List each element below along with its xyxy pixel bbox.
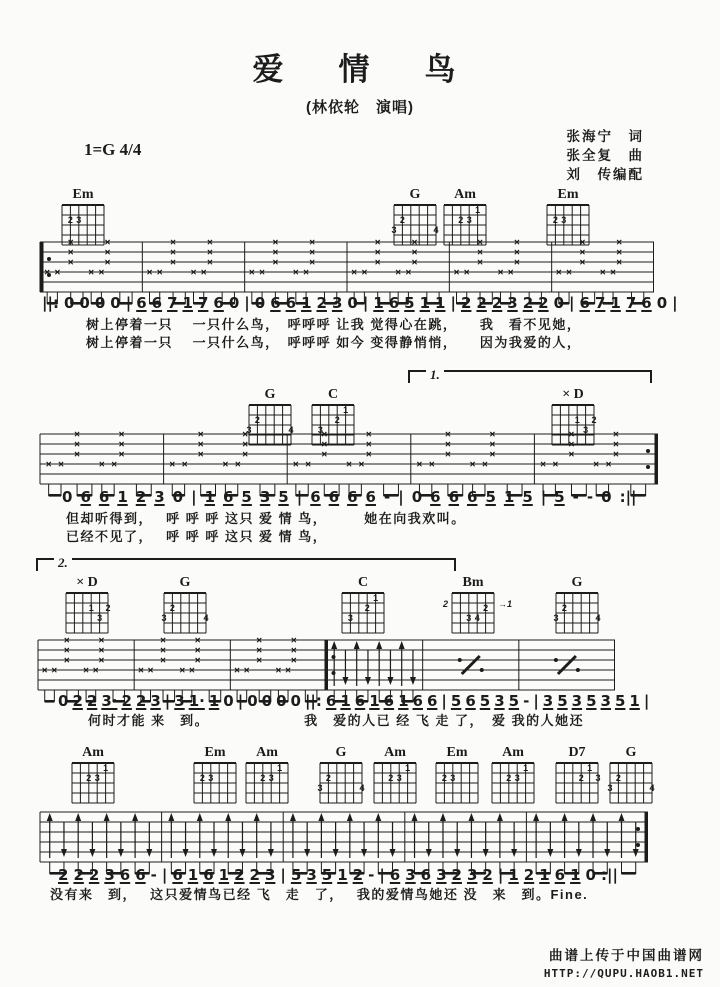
svg-text:×: × [477, 237, 483, 249]
svg-text:×: × [206, 257, 213, 269]
svg-text:×: × [616, 257, 623, 269]
svg-text:×: × [489, 439, 496, 451]
svg-text:×: × [118, 439, 125, 451]
svg-text:3: 3 [466, 613, 472, 623]
svg-text:2: 2 [591, 415, 597, 425]
svg-text:×: × [234, 665, 240, 677]
svg-text:3: 3 [396, 773, 402, 783]
svg-text:×: × [374, 257, 381, 269]
chord-name: Em [557, 187, 579, 202]
chord-name: G [179, 575, 191, 590]
svg-text:3: 3 [583, 425, 589, 435]
chord-name: C [327, 387, 339, 402]
svg-text:×: × [179, 665, 186, 677]
jianpu-notation-line: 0 2 2 3· 2 2 3 | 3 1· 1 0 | 0 0 0 0 ||: 6 1 6 1 6 1 6 6 | 5 6 5 3 5 - | 3 5 3 5 3 5 1 | [58, 692, 650, 710]
svg-text:3: 3 [208, 773, 214, 783]
svg-text:×: × [489, 449, 496, 461]
jianpu-notation-line: ||: 0 0 0 0 | 6 6 7 1 7 6 0 | 0 6 6 1 2 3 0 | 1 6 5 1 1 | 2 2 2 3 2 2 0 | 6 7 1 7 6 0 | [42, 294, 678, 312]
svg-text:1: 1 [373, 593, 379, 603]
svg-text:×: × [170, 247, 176, 259]
svg-text:3: 3 [94, 773, 100, 783]
svg-text:×: × [63, 635, 70, 647]
chord-name: Am [256, 745, 278, 760]
svg-text:×: × [243, 665, 250, 677]
svg-text:×: × [242, 449, 249, 461]
svg-text:×: × [98, 635, 105, 647]
svg-text:×: × [290, 645, 297, 657]
svg-text:×: × [74, 429, 81, 441]
svg-text:×: × [477, 257, 483, 269]
svg-text:×: × [613, 429, 619, 441]
svg-text:×: × [568, 449, 575, 461]
svg-text:×: × [482, 459, 488, 471]
chord-name: × D [562, 387, 584, 402]
chord-diagram-C [338, 576, 388, 642]
svg-text:×: × [111, 459, 118, 471]
svg-text:×: × [272, 247, 279, 259]
svg-text:×: × [599, 267, 606, 279]
chord-diagram-Am [488, 746, 538, 812]
svg-text:×: × [45, 459, 52, 471]
svg-text:3: 3 [391, 225, 397, 235]
chord-grid [160, 591, 210, 637]
svg-text:2: 2 [399, 215, 405, 225]
svg-text:×: × [234, 459, 241, 471]
svg-text:×: × [303, 267, 309, 279]
svg-text:×: × [579, 237, 586, 249]
svg-text:4: 4 [359, 783, 365, 793]
chord-grid [316, 761, 366, 807]
lyrics-line-2: 树上停着一只 一只什么鸟， 呼呼呼 如今 变得静悄悄， 因为我爱的人， [86, 335, 582, 350]
svg-text:2: 2 [483, 603, 489, 613]
svg-text:→1: →1 [498, 599, 513, 609]
svg-text:×: × [444, 449, 451, 461]
chord-diagram-Bm [442, 575, 513, 642]
svg-text:4: 4 [474, 613, 480, 623]
svg-text:×: × [248, 267, 255, 279]
chord-diagram-G [606, 746, 656, 812]
svg-text:2: 2 [506, 773, 512, 783]
chord-grid [68, 761, 118, 807]
svg-text:1: 1 [405, 763, 411, 773]
svg-text:3: 3 [317, 783, 323, 793]
chord-diagram-Em [190, 746, 240, 812]
svg-text:×: × [275, 665, 282, 677]
key-signature: 1=G 4/4 [84, 140, 142, 159]
svg-text:4: 4 [595, 613, 601, 623]
composer-credit: 张全复 曲 [566, 148, 644, 163]
svg-text:3: 3 [595, 773, 601, 783]
svg-text:3: 3 [450, 773, 456, 783]
svg-text:2: 2 [86, 773, 92, 783]
svg-text:×: × [309, 237, 316, 249]
svg-text:×: × [222, 459, 229, 471]
svg-text:×: × [374, 247, 381, 259]
svg-text:×: × [58, 459, 64, 471]
svg-text:×: × [365, 449, 372, 461]
svg-text:×: × [513, 257, 520, 269]
svg-text:2: 2 [169, 603, 175, 613]
lyrics-line-1: 何时才能 来 到。 我 爱的人已 经 飞 走 了， 爱 我的人她还 [88, 713, 585, 728]
svg-text:×: × [411, 237, 418, 249]
svg-text:×: × [104, 237, 111, 249]
svg-text:1: 1 [88, 603, 94, 613]
svg-text:×: × [98, 459, 105, 471]
svg-text:×: × [74, 449, 81, 461]
lyricist-credit: 张海宁 词 [566, 129, 644, 144]
chord-name: D7 [568, 745, 586, 760]
performer-line: (林依轮 演唱) [306, 99, 414, 116]
chord-diagram-Em [432, 746, 482, 812]
chord-diagram-D [62, 576, 112, 642]
svg-text:×: × [579, 247, 586, 259]
svg-text:×: × [321, 439, 328, 451]
svg-text:2: 2 [388, 773, 394, 783]
svg-text:×: × [579, 257, 586, 269]
credits-block [567, 127, 645, 184]
svg-text:×: × [200, 267, 207, 279]
svg-text:×: × [160, 645, 166, 657]
chord-diagram-Am [68, 746, 118, 812]
svg-text:2: 2 [552, 215, 558, 225]
svg-text:×: × [256, 645, 263, 657]
svg-text:×: × [321, 449, 328, 461]
svg-text:1: 1 [103, 763, 109, 773]
svg-text:×: × [242, 429, 249, 441]
svg-text:2: 2 [260, 773, 266, 783]
svg-text:×: × [290, 635, 297, 647]
chord-name: G [335, 745, 347, 760]
svg-text:×: × [346, 459, 352, 471]
svg-text:3: 3 [561, 215, 567, 225]
svg-text:3: 3 [317, 425, 323, 435]
volta-bracket [36, 555, 456, 571]
svg-text:×: × [160, 635, 166, 647]
svg-text:×: × [146, 267, 153, 279]
svg-text:×: × [118, 429, 125, 441]
svg-text:×: × [428, 459, 435, 471]
lyrics-line-2: 已经不见了， 呼 呼 呼 这只 爱 情 鸟， [66, 529, 328, 544]
svg-text:×: × [41, 665, 48, 677]
lyrics-line-1: 树上停着一只 一只什么鸟， 呼呼呼 让我 觉得心在跳， 我 看不见她， [86, 317, 582, 332]
chord-name: Bm [462, 575, 484, 590]
svg-text:×: × [285, 665, 291, 677]
chord-grid [370, 761, 420, 807]
svg-text:1: 1 [475, 205, 481, 215]
chord-name: G [264, 387, 276, 402]
svg-text:3: 3 [607, 783, 613, 793]
svg-text:×: × [160, 655, 166, 667]
svg-text:2: 2 [441, 773, 447, 783]
song-title: 爱 情 鸟 [252, 52, 468, 87]
svg-text:×: × [292, 459, 299, 471]
svg-text:×: × [156, 267, 163, 279]
svg-text:×: × [613, 439, 619, 451]
svg-text:3: 3 [466, 215, 472, 225]
chord-diagram-Am [370, 746, 420, 812]
chord-name: G [625, 745, 637, 760]
svg-text:2: 2 [67, 215, 73, 225]
chord-name: Em [72, 187, 94, 202]
svg-text:×: × [170, 237, 176, 249]
svg-text:4: 4 [433, 225, 439, 235]
svg-text:×: × [477, 247, 483, 259]
svg-text:1: 1 [574, 415, 580, 425]
svg-text:×: × [98, 645, 105, 657]
chord-diagram-G [552, 576, 602, 642]
svg-text:×: × [552, 459, 559, 471]
svg-text:×: × [92, 665, 99, 677]
svg-text:×: × [256, 655, 263, 667]
svg-text:×: × [256, 635, 263, 647]
svg-text:×: × [272, 237, 279, 249]
svg-text:×: × [463, 267, 470, 279]
volta-bracket [408, 367, 652, 383]
chord-name: Em [446, 745, 468, 760]
chord-grid [488, 761, 538, 807]
svg-text:×: × [197, 429, 204, 441]
svg-text:×: × [593, 459, 600, 471]
svg-text:×: × [616, 237, 623, 249]
svg-text:×: × [453, 267, 460, 279]
svg-text:×: × [321, 429, 328, 441]
chord-name: Am [454, 187, 476, 202]
chord-diagram-G [316, 746, 366, 812]
svg-text:×: × [513, 237, 520, 249]
svg-text:×: × [411, 247, 418, 259]
svg-text:×: × [188, 665, 195, 677]
volta-label: 1. [426, 368, 444, 381]
svg-text:×: × [194, 635, 201, 647]
lyrics-line-1: 没有来 到， 这只爱情鸟已经 飞 走 了， 我的爱情鸟她还 没 来 到。Fine. [50, 887, 589, 902]
chord-name: C [357, 575, 369, 590]
chord-diagram-Am [242, 746, 292, 812]
svg-text:×: × [181, 459, 188, 471]
svg-text:×: × [444, 439, 451, 451]
svg-text:×: × [206, 247, 213, 259]
svg-text:2: 2 [199, 773, 205, 783]
svg-text:2: 2 [105, 603, 111, 613]
svg-text:1: 1 [523, 763, 529, 773]
svg-text:×: × [605, 459, 612, 471]
footer-url: HTTP://QUPU.HAOB1.NET [543, 967, 704, 980]
svg-text:×: × [555, 267, 562, 279]
svg-text:×: × [272, 257, 279, 269]
svg-text:3: 3 [514, 773, 520, 783]
svg-text:×: × [83, 665, 90, 677]
chord-name: Em [204, 745, 226, 760]
svg-text:×: × [513, 247, 520, 259]
arranger-credit: 刘 传编配 [566, 167, 644, 182]
svg-text:×: × [98, 267, 105, 279]
svg-text:2: 2 [325, 773, 331, 783]
svg-text:×: × [190, 267, 197, 279]
svg-text:×: × [118, 449, 125, 461]
svg-text:×: × [54, 267, 61, 279]
svg-text:×: × [395, 267, 402, 279]
svg-text:2: 2 [578, 773, 584, 783]
svg-text:3: 3 [553, 613, 559, 623]
svg-text:×: × [63, 645, 70, 657]
svg-text:3: 3 [246, 425, 252, 435]
svg-text:×: × [292, 267, 299, 279]
svg-text:4: 4 [203, 613, 209, 623]
svg-text:×: × [497, 267, 504, 279]
svg-text:2: 2 [442, 599, 448, 609]
svg-text:2: 2 [458, 215, 464, 225]
svg-text:1: 1 [343, 405, 349, 415]
chord-name: × D [76, 575, 98, 590]
svg-text:2: 2 [334, 415, 340, 425]
svg-text:×: × [566, 267, 572, 279]
svg-text:3: 3 [76, 215, 82, 225]
svg-text:×: × [169, 459, 176, 471]
chord-grid [606, 761, 656, 807]
chord-grid [432, 761, 482, 807]
svg-text:×: × [63, 655, 70, 667]
svg-text:2: 2 [364, 603, 370, 613]
svg-text:×: × [489, 429, 496, 441]
chord-name: G [571, 575, 583, 590]
svg-text:×: × [194, 645, 201, 657]
footer [544, 944, 704, 980]
svg-text:×: × [104, 257, 111, 269]
svg-text:×: × [305, 459, 312, 471]
svg-text:×: × [411, 257, 418, 269]
svg-text:×: × [67, 237, 74, 249]
chord-name: Am [82, 745, 104, 760]
svg-text:×: × [613, 449, 619, 461]
svg-text:×: × [206, 237, 213, 249]
svg-text:×: × [351, 267, 358, 279]
svg-text:×: × [309, 257, 316, 269]
svg-text:×: × [98, 655, 105, 667]
svg-text:×: × [170, 257, 176, 269]
svg-text:×: × [610, 267, 616, 279]
svg-text:1: 1 [587, 763, 593, 773]
chord-diagram-G [160, 576, 210, 642]
svg-text:×: × [137, 665, 144, 677]
svg-text:×: × [361, 267, 368, 279]
chord-grid [242, 761, 292, 807]
chord-grid [552, 591, 602, 637]
svg-text:×: × [147, 665, 154, 677]
svg-text:×: × [416, 459, 423, 471]
svg-text:×: × [469, 459, 476, 471]
svg-text:×: × [197, 439, 204, 451]
chord-grid [552, 761, 602, 807]
svg-text:×: × [44, 267, 51, 279]
svg-text:×: × [374, 237, 381, 249]
svg-text:×: × [568, 429, 575, 441]
footer-site-name: 曲谱上传于中国曲谱网 [549, 948, 704, 963]
svg-text:×: × [616, 247, 623, 259]
volta-label: 2. [54, 556, 72, 569]
svg-text:4: 4 [649, 783, 655, 793]
lyrics-line-1: 但却听得到， 呼 呼 呼 这只 爱 情 鸟， 她在向我欢叫。 [66, 511, 466, 526]
svg-text:×: × [242, 439, 249, 451]
chord-name: Am [384, 745, 406, 760]
svg-text:2: 2 [254, 415, 260, 425]
chord-diagram-D7 [552, 746, 602, 812]
svg-text:×: × [259, 267, 265, 279]
svg-text:2: 2 [561, 603, 567, 613]
chord-grid [338, 591, 388, 637]
svg-text:×: × [290, 655, 297, 667]
svg-text:3: 3 [268, 773, 274, 783]
jianpu-notation-line: 2 2 2 3 6 6 - | 6 1 6 1 2 2 3 | 5 3 5 1 2 - | 6 3 6 3 2 3 2 | 1 2 1 6 1 0 :|| [58, 866, 618, 884]
svg-text:×: × [74, 439, 81, 451]
svg-text:×: × [51, 665, 58, 677]
svg-text:×: × [197, 449, 204, 461]
svg-text:×: × [405, 267, 412, 279]
svg-text:×: × [540, 459, 546, 471]
svg-text:×: × [507, 267, 514, 279]
chord-name: G [409, 187, 421, 202]
svg-text:×: × [444, 429, 451, 441]
chord-name: Am [502, 745, 524, 760]
svg-text:×: × [194, 655, 201, 667]
svg-text:×: × [67, 257, 74, 269]
chord-grid [62, 591, 112, 637]
svg-text:3: 3 [161, 613, 167, 623]
chord-grid [442, 591, 513, 637]
svg-text:2: 2 [615, 773, 621, 783]
svg-text:4: 4 [288, 425, 294, 435]
svg-text:×: × [365, 429, 372, 441]
svg-text:×: × [309, 247, 316, 259]
svg-text:3: 3 [97, 613, 103, 623]
jianpu-notation-line: 0 6 6 1 2 3 0 | 1 6 5 3 5 | 6 6 6 6 - | 0 6 6 6 5 1 5 | 5 - - 0 :|| [62, 488, 637, 506]
svg-text:3: 3 [347, 613, 353, 623]
svg-text:1: 1 [277, 763, 283, 773]
svg-text:×: × [88, 267, 95, 279]
svg-text:×: × [358, 459, 365, 471]
chord-grid [190, 761, 240, 807]
svg-text:×: × [568, 439, 575, 451]
svg-text:×: × [67, 247, 74, 259]
svg-text:×: × [104, 247, 111, 259]
svg-text:×: × [365, 439, 372, 451]
